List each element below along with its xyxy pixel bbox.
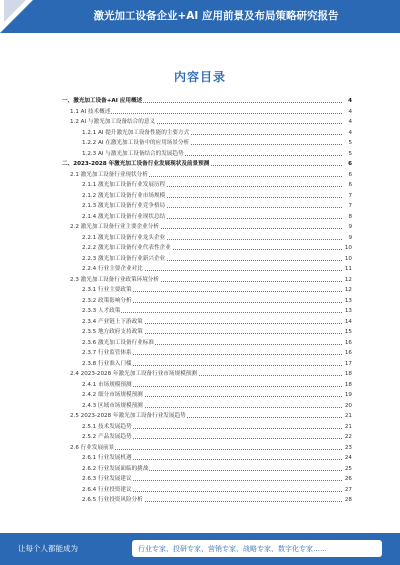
toc-entry[interactable] [82, 201, 352, 211]
toc-entry[interactable] [82, 180, 352, 190]
toc-entry-page: 13 [342, 296, 352, 306]
toc-entry-page: 6 [342, 180, 352, 190]
toc-entry-page: 21 [342, 422, 352, 432]
toc-entry-text: 2.3.4 产业链上下游政策 [82, 318, 143, 325]
toc-entry[interactable] [70, 275, 352, 285]
toc-entry-page: 11 [342, 264, 352, 274]
toc-entry-text: 2.6.5 行业投资风险分析 [82, 497, 143, 503]
toc-entry-text: 1.1 AI 技术概述 [70, 108, 111, 115]
toc-entry[interactable] [82, 296, 352, 306]
toc-entry[interactable] [82, 138, 352, 148]
toc-entry[interactable] [70, 443, 352, 453]
toc-entry-page: 7 [342, 201, 352, 211]
toc-entry-page: 26 [342, 474, 352, 484]
toc-entry-text: 1.2.2 AI 在激光加工设备中的应用场景分析 [82, 140, 190, 146]
toc-entry[interactable] [70, 170, 352, 180]
toc-entry[interactable] [82, 401, 352, 411]
toc-entry-page: 18 [342, 380, 352, 390]
toc-entry-text: 2.4.3 区域市场规模预测 [82, 402, 143, 409]
toc-entry-page: 23 [342, 443, 352, 453]
toc-entry[interactable] [70, 222, 352, 232]
toc-entry-text: 2.3.2 政策影响分析 [82, 297, 132, 304]
toc-entry[interactable] [62, 159, 352, 169]
toc-entry-page: 5 [342, 149, 352, 159]
header-corner-accent [4, 0, 26, 22]
toc-entry-text: 1.2.1 AI 提升激光加工设备性能的主要方式 [82, 129, 190, 136]
toc-entry[interactable] [82, 327, 352, 337]
toc-entry-text: 2.4 2023-2028 年激光加工设备行业市场规模预测 [70, 371, 197, 377]
toc-entry[interactable] [82, 474, 352, 484]
toc-entry-page: 4 [342, 117, 352, 127]
toc-entry[interactable] [70, 117, 352, 127]
toc-entry-page: 24 [342, 453, 352, 463]
toc-entry-page: 4 [342, 107, 352, 117]
toc-entry-page: 20 [342, 401, 352, 411]
toc-entry-text: 2.5.1 技术发展趋势 [82, 423, 132, 430]
toc-entry[interactable] [82, 453, 352, 463]
footer-banner [0, 533, 400, 565]
toc-entry-page: 27 [342, 485, 352, 495]
toc-entry-text: 2.6.3 行业发展建议 [82, 476, 132, 482]
toc-entry-page: 28 [342, 495, 352, 505]
footer-roles-text: 行业专家、投研专家、营销专家、战略专家、数字化专家…… [138, 545, 327, 553]
toc-entry-page: 7 [342, 191, 352, 201]
toc-entry-text: 2.1.1 激光加工设备行业发展历程 [82, 182, 166, 188]
toc-entry-text: 2.1 激光加工设备行业现状分析 [70, 171, 148, 178]
toc-entry[interactable] [82, 432, 352, 442]
toc-entry[interactable] [70, 369, 352, 379]
toc-entry-page: 9 [342, 222, 352, 232]
toc-entry[interactable] [70, 107, 352, 117]
toc-entry-page: 12 [342, 275, 352, 285]
toc-entry-page: 14 [342, 317, 352, 327]
footer-roles-box [132, 540, 382, 557]
toc-entry[interactable] [82, 495, 352, 505]
toc-entry[interactable] [82, 306, 352, 316]
toc-entry[interactable] [82, 149, 352, 159]
toc-entry[interactable] [82, 338, 352, 348]
toc-entry-page: 15 [342, 327, 352, 337]
toc-entry-page: 18 [342, 369, 352, 379]
toc-entry[interactable] [82, 233, 352, 243]
toc-entry-text: 2.6.4 行业投资建议 [82, 486, 132, 493]
toc-entry-text: 1.2.3 AI 与激光加工设备结合的发展趋势 [82, 150, 184, 157]
toc-entry-page: 16 [342, 338, 352, 348]
toc-entry-text: 2.2.2 激光加工设备行业代表性企业 [82, 245, 171, 251]
toc-entry-page: 10 [342, 254, 352, 264]
toc-entry[interactable] [82, 422, 352, 432]
toc-entry-page: 21 [342, 411, 352, 421]
toc-entry-text: 二、2023-2028 年激光加工设备行业发展现状及前景预测 [62, 161, 210, 167]
toc-entry-page: 25 [342, 464, 352, 474]
toc-entry[interactable] [82, 243, 352, 253]
toc-entry-text: 2.4.1 市场规模预测 [82, 381, 132, 388]
toc-entry[interactable] [82, 212, 352, 222]
toc-entry[interactable] [82, 254, 352, 264]
toc-entry-text: 2.3 激光加工设备行业政策环境分析 [70, 276, 159, 283]
toc-entry-page: 8 [342, 212, 352, 222]
toc-entry-text: 2.5 2023-2028 年激光加工设备行业发展趋势 [70, 413, 186, 419]
toc-entry-page: 10 [342, 243, 352, 253]
toc-entry-text: 2.6 行业发展前景 [70, 444, 115, 451]
report-header [0, 0, 400, 33]
report-title: 激光加工设备企业+AI 应用前景及布局策略研究报告 [93, 10, 339, 22]
toc-entry-text: 1.2 AI 与激光加工设备结合的意义 [70, 119, 156, 125]
toc-heading: 内容目录 [173, 70, 226, 84]
toc-entry-page: 6 [342, 159, 352, 169]
toc-entry-text: 2.1.2 激光加工设备行业市场规模 [82, 192, 166, 199]
toc-entry[interactable] [82, 317, 352, 327]
toc-entry-text: 2.2.4 行业主要企业对比 [82, 266, 143, 272]
toc-entry[interactable] [82, 380, 352, 390]
toc-entry-page: 22 [342, 432, 352, 442]
toc-entry[interactable] [82, 485, 352, 495]
toc-entry[interactable] [82, 264, 352, 274]
toc-entry-page: 9 [342, 233, 352, 243]
toc-entry[interactable] [82, 285, 352, 295]
toc-entry-page: 5 [342, 138, 352, 148]
toc-entry-page: 16 [342, 348, 352, 358]
toc-entry-text: 2.6.1 行业发展机遇 [82, 455, 132, 461]
toc-entry-text: 2.1.4 激光加工设备行业现状总结 [82, 213, 166, 220]
toc-entry[interactable] [82, 191, 352, 201]
toc-entry-text: 2.4.2 细分市场规模预测 [82, 392, 143, 398]
toc-entry-text: 2.3.7 行业监管体系 [82, 350, 132, 356]
toc-entry-text: 2.5.2 产品发展趋势 [82, 434, 132, 440]
toc-entry[interactable] [82, 390, 352, 400]
toc-entry[interactable] [82, 348, 352, 358]
footer-tagline: 让每个人都能成为 [18, 544, 78, 553]
toc-entry-text: 2.3.6 激光加工设备行业标准 [82, 339, 154, 346]
toc-entry-text: 2.2.1 激光加工设备行业龙头企业 [82, 234, 166, 241]
toc-entry-text: 2.1.3 激光加工设备行业竞争格局 [82, 203, 166, 209]
toc-entry-page: 4 [342, 128, 352, 138]
toc-entry-text: 2.3.1 行业主要政策 [82, 287, 132, 293]
toc-entry-page: 6 [342, 170, 352, 180]
toc-entry[interactable] [70, 411, 352, 421]
toc-entry[interactable] [82, 128, 352, 138]
toc-entry[interactable] [82, 359, 352, 369]
toc-entry-text: 2.3.8 行业准入门槛 [82, 360, 132, 367]
toc-entry[interactable] [82, 464, 352, 474]
toc-entry-text: 2.3.5 地方政府支持政策 [82, 329, 143, 335]
toc-entry-text: 2.2 激光加工设备行业主要企业分析 [70, 224, 159, 230]
toc-entry-page: 17 [342, 359, 352, 369]
toc-entry[interactable] [62, 96, 352, 106]
toc-entry-text: 2.6.2 行业发展面临的挑战 [82, 465, 149, 472]
toc-entry-text: 一、激光加工设备+AI 应用概述 [62, 98, 143, 104]
toc-entry-page: 19 [342, 390, 352, 400]
toc-entry-text: 2.3.3 人才政策 [82, 308, 121, 314]
toc-entry-page: 4 [342, 96, 352, 106]
toc-entry-page: 12 [342, 285, 352, 295]
toc-entry-text: 2.2.3 激光加工设备行业新兴企业 [82, 255, 166, 262]
toc-entry-page: 13 [342, 306, 352, 316]
